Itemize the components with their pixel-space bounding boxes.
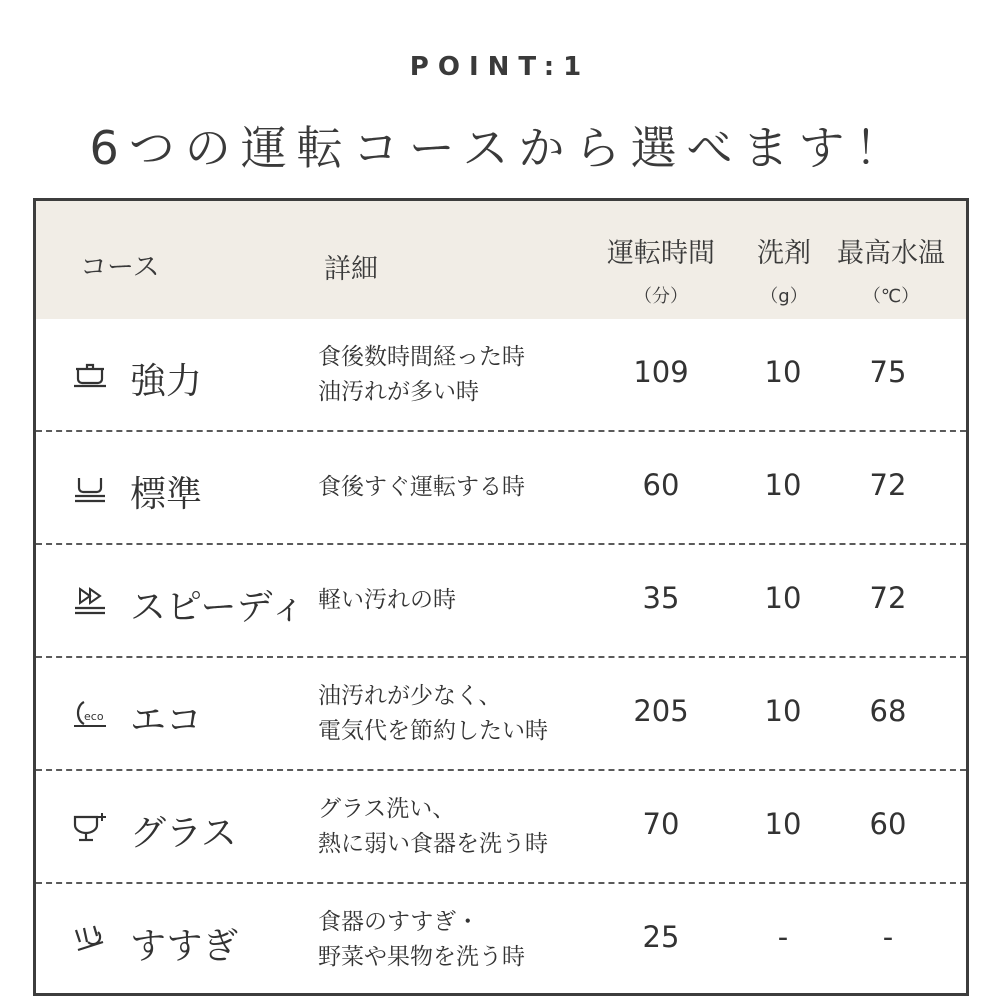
table-row-eco bbox=[36, 658, 966, 771]
course-detail bbox=[318, 340, 588, 410]
course-detail-line: 油汚れが多い時 bbox=[318, 379, 479, 405]
course-detail bbox=[318, 583, 588, 618]
course-detail-line: 軽い汚れの時 bbox=[318, 587, 456, 613]
course-detail bbox=[318, 905, 588, 975]
course-temp: 68 bbox=[869, 694, 907, 728]
course-detail-line: 電気代を節約したい時 bbox=[318, 718, 548, 744]
column-header-course: コース bbox=[80, 252, 160, 283]
course-name: エコ bbox=[130, 700, 203, 741]
course-name: すすぎ bbox=[130, 926, 239, 967]
course-temp: - bbox=[882, 920, 894, 954]
table-row-speedy bbox=[36, 545, 966, 658]
course-detail-line: 油汚れが少なく、 bbox=[318, 683, 502, 709]
course-temp: 75 bbox=[869, 355, 907, 389]
course-temp: 60 bbox=[869, 807, 907, 841]
course-detail-line: 熱に弱い食器を洗う時 bbox=[318, 831, 548, 857]
course-detail bbox=[318, 792, 588, 862]
course-time: 205 bbox=[633, 694, 689, 728]
course-table bbox=[33, 198, 969, 996]
fast-forward-icon bbox=[70, 581, 110, 621]
table-row-rinse bbox=[36, 884, 966, 993]
course-detail-line: 食器のすすぎ・ bbox=[318, 909, 480, 935]
course-name: 強力 bbox=[130, 361, 203, 402]
eco-icon bbox=[70, 694, 110, 734]
table-row-standard bbox=[36, 432, 966, 545]
column-header-temp-unit: （℃） bbox=[862, 286, 920, 307]
course-time: 25 bbox=[642, 920, 680, 954]
glass-icon bbox=[70, 807, 110, 847]
column-header-time bbox=[591, 231, 731, 308]
course-detergent: 10 bbox=[764, 581, 802, 615]
table-header bbox=[36, 201, 966, 319]
page-title: 6つの運転コースから選べます！ bbox=[89, 121, 911, 175]
course-time: 109 bbox=[633, 355, 689, 389]
rinse-icon bbox=[70, 920, 110, 960]
course-time: 60 bbox=[642, 468, 680, 502]
course-time: 70 bbox=[642, 807, 680, 841]
course-detail-line: 食後数時間経った時 bbox=[318, 344, 525, 370]
course-detergent: 10 bbox=[764, 694, 802, 728]
course-name: スピーディ bbox=[130, 587, 306, 628]
course-detergent: - bbox=[777, 920, 789, 954]
column-header-detergent-unit: （g） bbox=[760, 286, 808, 307]
column-header-detail: 詳細 bbox=[324, 254, 378, 285]
course-detergent: 10 bbox=[764, 807, 802, 841]
svg-text:eco: eco bbox=[84, 710, 104, 723]
course-detail bbox=[318, 679, 588, 749]
column-header-temp bbox=[826, 231, 956, 308]
column-header-detergent-label: 洗剤 bbox=[757, 238, 811, 269]
course-temp: 72 bbox=[869, 581, 907, 615]
course-time: 35 bbox=[642, 581, 680, 615]
course-detail bbox=[318, 470, 588, 505]
course-name: 標準 bbox=[130, 474, 203, 515]
course-detergent: 10 bbox=[764, 355, 802, 389]
course-detail-line: 野菜や果物を洗う時 bbox=[318, 944, 525, 970]
pot-icon bbox=[70, 355, 110, 395]
table-row-glass bbox=[36, 771, 966, 884]
column-header-detergent bbox=[744, 231, 824, 308]
column-header-temp-label: 最高水温 bbox=[837, 238, 945, 269]
course-name: グラス bbox=[130, 813, 237, 854]
point-label: POINT:1 bbox=[409, 52, 591, 82]
course-detail-line: 食後すぐ運転する時 bbox=[318, 474, 525, 500]
table-row-strong bbox=[36, 319, 966, 432]
course-detail-line: グラス洗い、 bbox=[318, 796, 456, 822]
bowl-icon bbox=[70, 468, 110, 508]
column-header-time-label: 運転時間 bbox=[607, 238, 715, 269]
course-temp: 72 bbox=[869, 468, 907, 502]
course-detergent: 10 bbox=[764, 468, 802, 502]
column-header-time-unit: （分） bbox=[634, 286, 688, 307]
